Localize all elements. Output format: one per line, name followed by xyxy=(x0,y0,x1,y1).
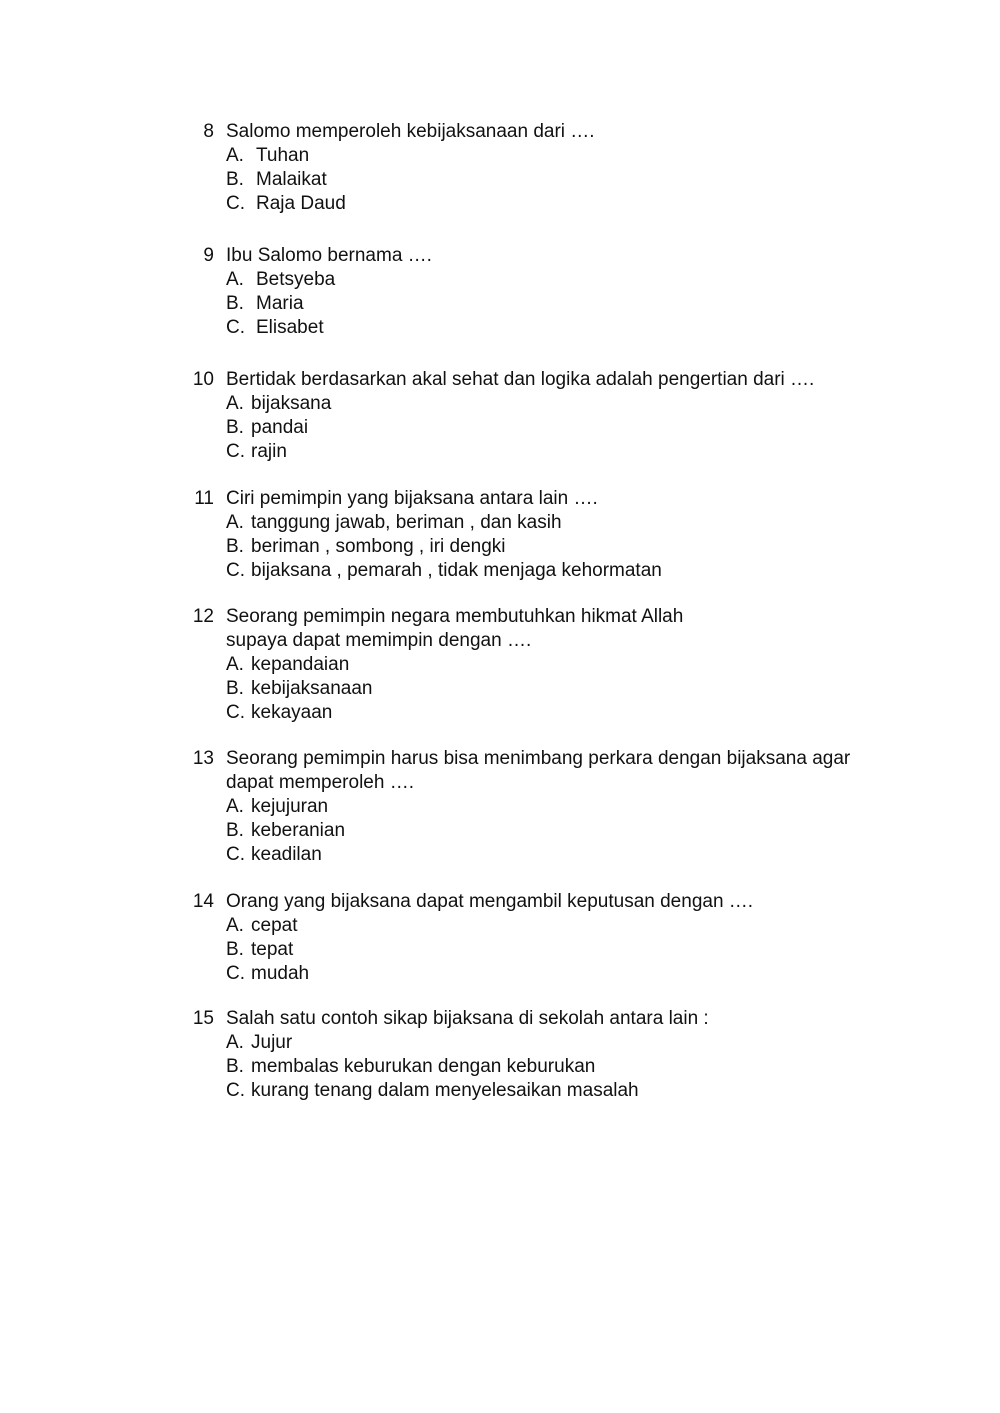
option-c[interactable]: C. Raja Daud xyxy=(226,193,346,214)
question-text xyxy=(180,487,940,511)
option-c[interactable]: C. kurang tenang dalam menyelesaikan masalah xyxy=(226,1080,639,1101)
option-a[interactable]: A. kejujuran xyxy=(226,796,329,817)
option-c[interactable]: C. keadilan xyxy=(226,844,322,865)
option-c[interactable]: C. kekayaan xyxy=(226,702,333,723)
option-a[interactable]: A. Betsyeba xyxy=(226,269,336,290)
option-b[interactable]: B. Malaikat xyxy=(226,169,327,190)
question-line: Seorang pemimpin negara membutuhkan hikmat Allah xyxy=(226,606,684,627)
option-b[interactable]: B. Maria xyxy=(226,293,304,314)
question-number: 9 xyxy=(203,245,214,266)
option-c[interactable]: C. mudah xyxy=(226,963,310,984)
question-10 xyxy=(180,368,940,464)
question-number: 12 xyxy=(192,606,214,627)
question-14 xyxy=(180,890,940,986)
option-b[interactable]: B. keberanian xyxy=(226,820,346,841)
question-text xyxy=(180,605,940,629)
question-line: Bertidak berdasarkan akal sehat dan logika adalah pengertian dari …. xyxy=(226,369,815,390)
question-12 xyxy=(180,605,940,725)
question-text xyxy=(180,120,940,144)
option-c[interactable]: C. rajin xyxy=(226,441,287,462)
option-a[interactable]: A. kepandaian xyxy=(226,654,350,675)
question-text xyxy=(180,1007,940,1031)
question-line-continued: dapat memperoleh …. xyxy=(226,772,414,793)
question-15 xyxy=(180,1007,940,1103)
question-line: Salah satu contoh sikap bijaksana di sekolah antara lain : xyxy=(226,1008,709,1029)
question-9 xyxy=(180,244,940,340)
question-line: Ibu Salomo bernama …. xyxy=(226,245,432,266)
question-number: 15 xyxy=(192,1008,214,1029)
option-c[interactable]: C. bijaksana , pemarah , tidak menjaga kehormatan xyxy=(226,560,662,581)
question-line: Salomo memperoleh kebijaksanaan dari …. xyxy=(226,121,595,142)
question-text xyxy=(180,368,940,392)
question-13 xyxy=(180,747,940,867)
question-line: Seorang pemimpin harus bisa menimbang perkara dengan bijaksana agar xyxy=(226,748,851,769)
question-number: 13 xyxy=(192,748,214,769)
option-b[interactable]: B. pandai xyxy=(226,417,309,438)
question-line: Orang yang bijaksana dapat mengambil keputusan dengan …. xyxy=(226,891,754,912)
question-number: 14 xyxy=(192,891,214,912)
question-text xyxy=(180,747,940,771)
question-text xyxy=(180,890,940,914)
question-line: Ciri pemimpin yang bijaksana antara lain …. xyxy=(226,488,598,509)
option-b[interactable]: B. tepat xyxy=(226,939,294,960)
option-b[interactable]: B. beriman , sombong , iri dengki xyxy=(226,536,506,557)
question-11 xyxy=(180,487,940,583)
question-number: 10 xyxy=(192,369,214,390)
question-text xyxy=(180,244,940,268)
option-b[interactable]: B. kebijaksanaan xyxy=(226,678,373,699)
option-b[interactable]: B. membalas keburukan dengan keburukan xyxy=(226,1056,596,1077)
question-number: 8 xyxy=(203,121,214,142)
option-a[interactable]: A. bijaksana xyxy=(226,393,332,414)
question-number: 11 xyxy=(194,488,214,509)
option-a[interactable]: A. cepat xyxy=(226,915,298,936)
option-a[interactable]: A. tanggung jawab, beriman , dan kasih xyxy=(226,512,562,533)
question-line-continued: supaya dapat memimpin dengan …. xyxy=(226,630,532,651)
option-a[interactable]: A. Jujur xyxy=(226,1032,293,1053)
option-c[interactable]: C. Elisabet xyxy=(226,317,324,338)
option-a[interactable]: A. Tuhan xyxy=(226,145,310,166)
question-8 xyxy=(180,120,940,216)
